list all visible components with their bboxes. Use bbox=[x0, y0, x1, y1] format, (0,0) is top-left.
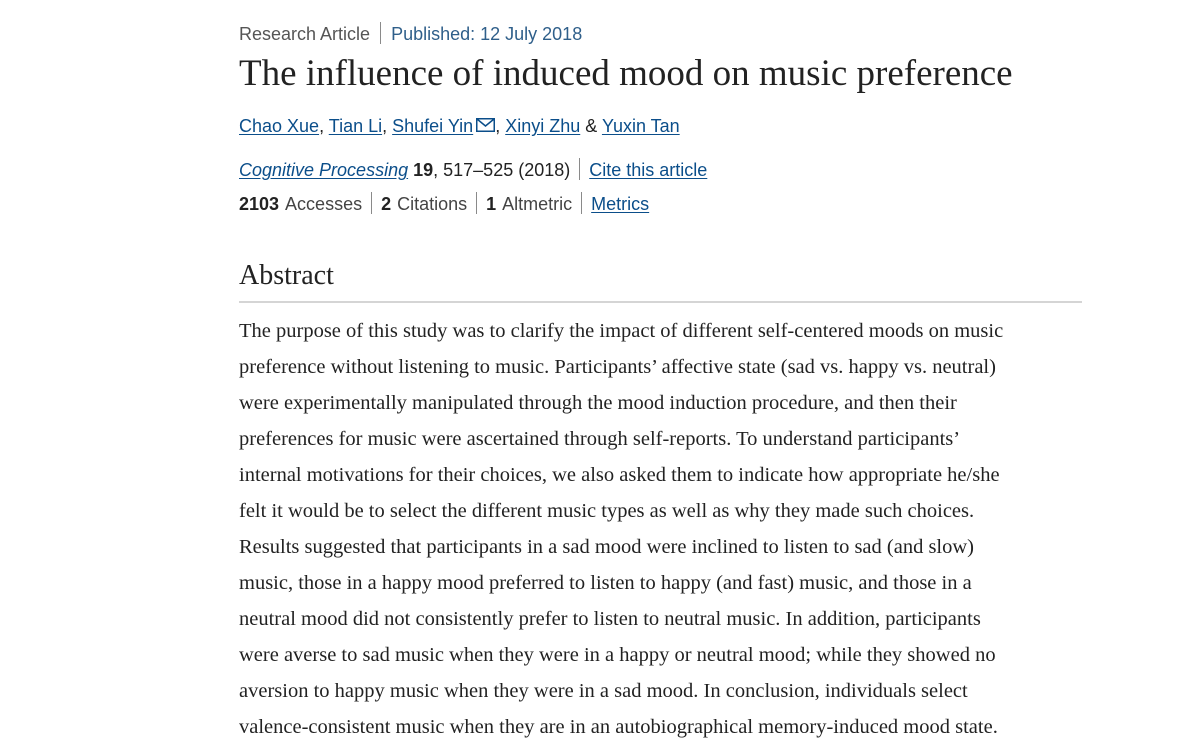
abstract-text bbox=[239, 313, 1082, 745]
abstract-line: preferences for music were ascertained through self-reports. To understand participants’ bbox=[239, 428, 961, 450]
metrics-link[interactable]: Metrics bbox=[591, 194, 650, 214]
divider bbox=[371, 192, 372, 214]
journal-pages: , 517–525 (2018) bbox=[433, 160, 571, 180]
author-link[interactable]: Yuxin Tan bbox=[601, 116, 680, 136]
citations-count: 2 bbox=[381, 194, 392, 214]
abstract-heading: Abstract bbox=[239, 260, 334, 291]
abstract-line: felt it would be to select the different music types as well as why they made such choices. bbox=[239, 500, 975, 522]
journal-link[interactable]: Cognitive Processing bbox=[239, 160, 409, 180]
journal-volume: 19 bbox=[413, 160, 434, 180]
section-divider bbox=[239, 301, 1082, 303]
abstract-line: were experimentally manipulated through the mood induction procedure, and then their bbox=[239, 392, 957, 414]
abstract-line: Results suggested that participants in a sad mood were inclined to listen to sad (and slow) bbox=[239, 536, 975, 558]
author-link[interactable]: Shufei Yin bbox=[392, 116, 474, 136]
citations-label: Citations bbox=[397, 194, 468, 214]
article-metrics bbox=[239, 192, 649, 216]
abstract-line: aversion to happy music when they were in a sad mood. In conclusion, individuals select bbox=[239, 680, 968, 702]
divider bbox=[579, 158, 580, 180]
altmetric-count: 1 bbox=[486, 194, 497, 214]
abstract-line: music, those in a happy mood preferred to listen to happy (and fast) music, and those in a bbox=[239, 572, 972, 594]
abstract-line: The purpose of this study was to clarify the impact of different self-centered moods on music bbox=[239, 320, 1004, 342]
abstract-line: were averse to sad music when they were in a happy or neutral mood; while they showed no bbox=[239, 644, 996, 666]
published-date: Published: 12 July 2018 bbox=[391, 24, 583, 44]
divider bbox=[380, 22, 381, 44]
altmetric-label: Altmetric bbox=[502, 194, 573, 214]
cite-link[interactable]: Cite this article bbox=[589, 160, 708, 180]
author-link[interactable]: Tian Li bbox=[328, 116, 383, 136]
author-list bbox=[239, 114, 680, 138]
accesses-label: Accesses bbox=[285, 194, 363, 214]
divider bbox=[581, 192, 582, 214]
divider bbox=[476, 192, 477, 214]
author-separator: , bbox=[495, 116, 506, 136]
author-link[interactable]: Chao Xue bbox=[239, 116, 320, 136]
abstract-line: valence-consistent music when they are in an autobiographical memory-induced mood state. bbox=[239, 716, 998, 738]
journal-info bbox=[239, 158, 707, 182]
abstract-line: neutral mood did not consistently prefer to listen to neutral music. In addition, participants bbox=[239, 608, 981, 630]
accesses-count: 2103 bbox=[239, 194, 280, 214]
article-type: Research Article bbox=[239, 24, 371, 44]
author-ampersand: & bbox=[580, 116, 602, 136]
article-meta bbox=[239, 22, 582, 46]
author-link[interactable]: Xinyi Zhu bbox=[505, 116, 581, 136]
author-separator: , bbox=[319, 116, 329, 136]
author-separator: , bbox=[382, 116, 393, 136]
abstract-line: internal motivations for their choices, we also asked them to indicate how appropriate he/she bbox=[239, 464, 1000, 486]
abstract-line: preference without listening to music. Participants’ affective state (sad vs. happy vs. neutral) bbox=[239, 356, 996, 378]
mail-icon[interactable] bbox=[476, 118, 495, 132]
article-title: The influence of induced mood on music preference bbox=[239, 53, 1013, 94]
